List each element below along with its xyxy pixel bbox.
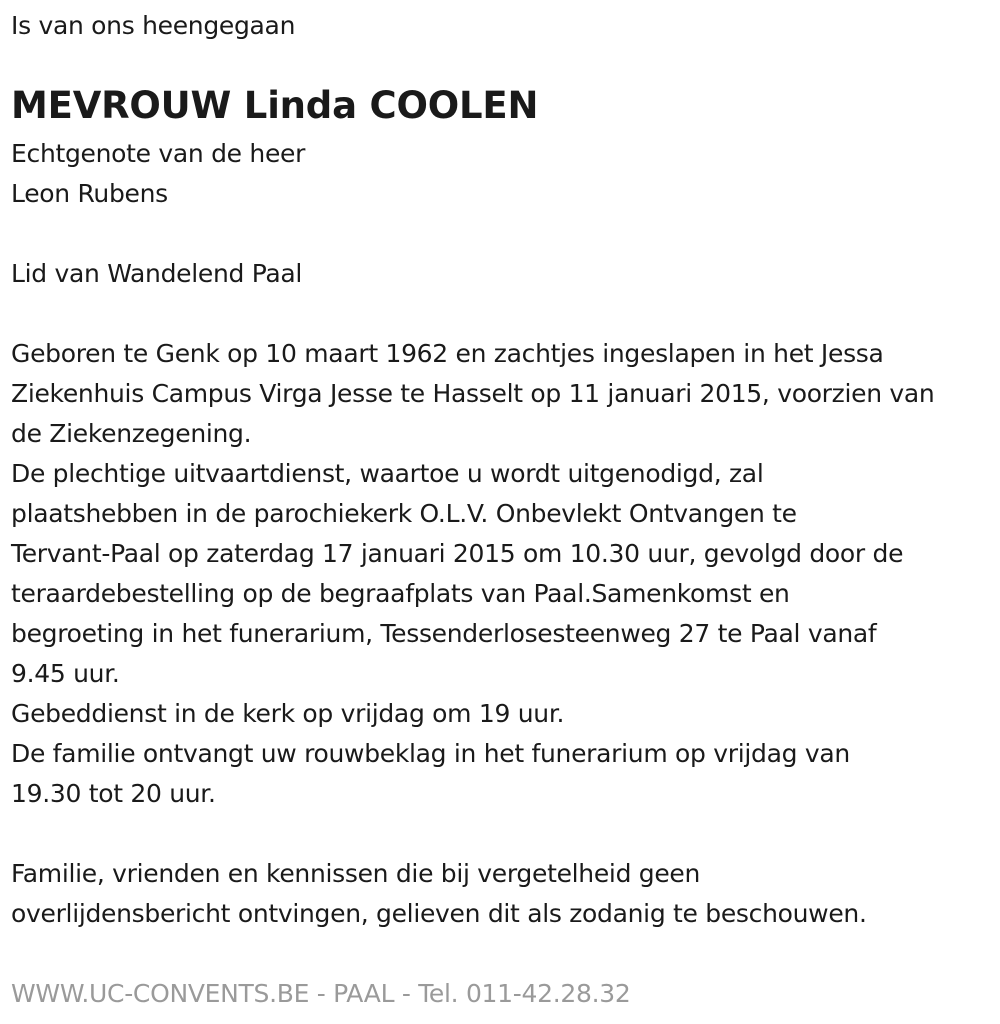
spouse-line: Echtgenote van de heer <box>11 139 306 168</box>
detail-line: 9.45 uur. <box>11 659 120 688</box>
detail-line: De plechtige uitvaartdienst, waartoe u wordt uitgenodigd, zal <box>11 459 764 488</box>
funeral-details <box>11 334 934 814</box>
detail-line: 19.30 tot 20 uur. <box>11 779 216 808</box>
detail-line: Tervant-Paal op zaterdag 17 januari 2015 om 10.30 uur, gevolgd door de <box>11 539 904 568</box>
spouse-name: Leon Rubens <box>11 179 168 208</box>
detail-line: Gebeddienst in de kerk op vrijdag om 19 uur. <box>11 699 565 728</box>
detail-line: plaatshebben in de parochiekerk O.L.V. Onbevlekt Ontvangen te <box>11 499 797 528</box>
spouse-block <box>11 134 305 214</box>
detail-line: De familie ontvangt uw rouwbeklag in het funerarium op vrijdag van <box>11 739 850 768</box>
footer-contact: WWW.UC-CONVENTS.BE - PAAL - Tel. 011-42.28.32 <box>11 979 631 1008</box>
closing-line: Familie, vrienden en kennissen die bij vergetelheid geen <box>11 859 701 888</box>
detail-line: Ziekenhuis Campus Virga Jesse te Hasselt op 11 januari 2015, voorzien van <box>11 379 935 408</box>
deceased-name: MEVROUW Linda COOLEN <box>11 84 539 127</box>
closing-line: overlijdensbericht ontvingen, gelieven dit als zodanig te beschouwen. <box>11 899 867 928</box>
intro-text: Is van ons heengegaan <box>11 11 296 40</box>
detail-line: teraardebestelling op de begraafplats van Paal.Samenkomst en <box>11 579 790 608</box>
detail-line: de Ziekenzegening. <box>11 419 252 448</box>
closing-note <box>11 854 867 934</box>
membership-text: Lid van Wandelend Paal <box>11 259 303 288</box>
detail-line: Geboren te Genk op 10 maart 1962 en zachtjes ingeslapen in het Jessa <box>11 339 884 368</box>
detail-line: begroeting in het funerarium, Tessenderlosesteenweg 27 te Paal vanaf <box>11 619 877 648</box>
